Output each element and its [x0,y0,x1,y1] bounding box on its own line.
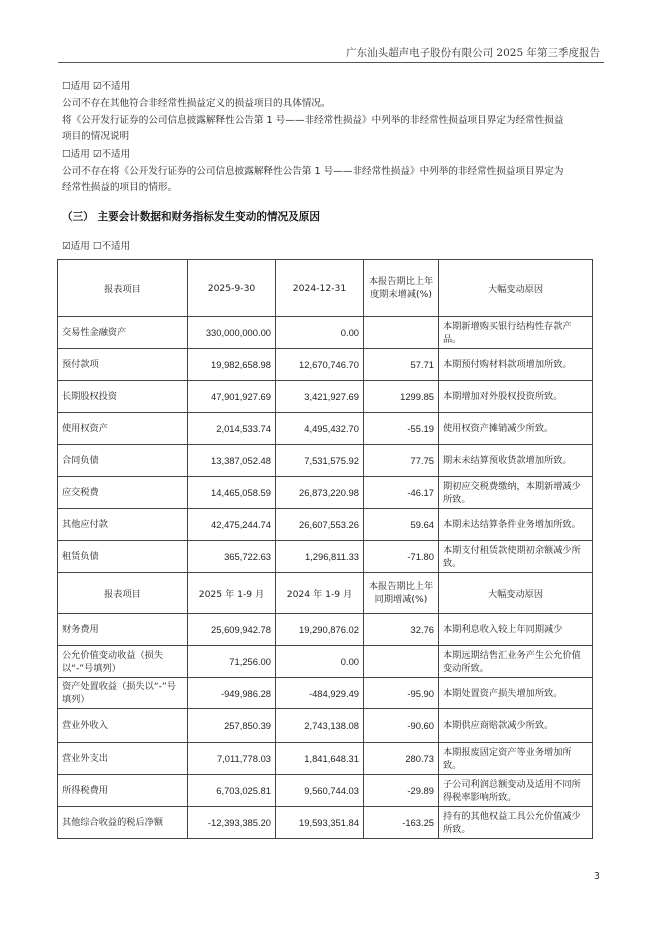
column-header: 2025 年 1-9 月 [188,573,276,614]
change-reason: 本期利息收入较上年同期减少 [439,614,593,646]
value-cell: 2,743,138.08 [276,709,364,743]
value-cell: -163.25 [364,807,439,839]
value-cell: 2,014,533.74 [188,413,276,445]
change-reason: 本期预付购材料款项增加所致。 [439,349,593,381]
column-header: 本报告期比上年度期末增减(%) [364,260,439,317]
applicability-checkbox-1: ☐适用 ☑不适用 [62,81,131,92]
value-cell: 9,560,744.03 [276,775,364,807]
table-row [58,709,593,743]
change-reason: 本期支付租赁款使期初余额减少所致。 [439,541,593,573]
value-cell: 6,703,025.81 [188,775,276,807]
paragraph-line: 公司不存在将《公开发行证券的公司信息披露解释性公告第 1 号——非经常性损益》中列举的非经常性损益项目界定为 [62,166,564,177]
value-cell: -55.19 [364,413,439,445]
paragraph-reclassify-none [62,164,602,196]
column-header: 大幅变动原因 [439,573,593,614]
value-cell: -95.90 [364,678,439,709]
change-reason: 本期报废固定资产等业务增加所致。 [439,743,593,775]
row-label: 公允价值变动收益（损失以“-”号填列） [58,646,188,678]
row-label: 租赁负债 [58,541,188,573]
value-cell: 32.76 [364,614,439,646]
row-label: 所得税费用 [58,775,188,807]
value-cell: 7,531,575.92 [276,445,364,477]
table-row [58,807,593,839]
value-cell: 59.64 [364,509,439,541]
paragraph-line: 将《公开发行证券的公司信息披露解释性公告第 1 号——非经常性损益》中列举的非经常性损益项目界定为经常性损益 [62,115,564,126]
change-reason: 本期增加对外股权投资所致。 [439,381,593,413]
row-label: 使用权资产 [58,413,188,445]
change-reason: 本期处置资产损失增加所致。 [439,678,593,709]
value-cell: 1299.85 [364,381,439,413]
row-label: 财务费用 [58,614,188,646]
row-label: 合同负债 [58,445,188,477]
value-cell: 12,670,746.70 [276,349,364,381]
section-heading: （三） 主要会计数据和财务指标发生变动的情况及原因 [62,211,320,223]
table-row [58,775,593,807]
table-row [58,317,593,349]
change-reason: 期末未结算预收货款增加所致。 [439,445,593,477]
change-reason: 使用权资产摊销减少所致。 [439,413,593,445]
value-cell: 4,495,432.70 [276,413,364,445]
value-cell: 330,000,000.00 [188,317,276,349]
column-header: 本报告期比上年同期增减(%) [364,573,439,614]
value-cell: 14,465,058.59 [188,477,276,509]
value-cell: -71.80 [364,541,439,573]
column-header: 报表项目 [58,573,188,614]
value-cell: 19,290,876.02 [276,614,364,646]
applicability-checkbox-2: ☐适用 ☑不适用 [62,149,131,160]
table-row [58,349,593,381]
table-row [58,413,593,445]
change-reason: 本期远期结售汇业务产生公允价值变动所致。 [439,646,593,678]
table-row [58,541,593,573]
value-cell: 77.75 [364,445,439,477]
value-cell: -90.60 [364,709,439,743]
paragraph-line: 项目的情况说明 [62,131,130,142]
row-label: 营业外收入 [58,709,188,743]
header-divider [58,62,604,63]
table-row [58,477,593,509]
value-cell: -29.89 [364,775,439,807]
row-label: 营业外支出 [58,743,188,775]
column-header: 大幅变动原因 [439,260,593,317]
value-cell: 3,421,927.69 [276,381,364,413]
value-cell: -484,929.49 [276,678,364,709]
value-cell: -46.17 [364,477,439,509]
change-reason: 本期未达结算条件业务增加所致。 [439,509,593,541]
report-title: 广东汕头超声电子股份有限公司 2025 年第三季度报告 [346,47,600,59]
table-row [58,445,593,477]
value-cell: 26,607,553.26 [276,509,364,541]
value-cell: -949,986.28 [188,678,276,709]
change-reason: 子公司利润总额变动及适用不同所得税率影响所致。 [439,775,593,807]
value-cell: 19,593,351.84 [276,807,364,839]
row-label: 其他综合收益的税后净额 [58,807,188,839]
change-reason: 期初应交税费缴纳，本期新增减少所致。 [439,477,593,509]
value-cell: 19,982,658.98 [188,349,276,381]
table-header-row [58,573,593,614]
change-reason: 本期新增购买银行结构性存款产品。 [439,317,593,349]
value-cell: 25,609,942.78 [188,614,276,646]
row-label: 资产处置收益（损失以“-”号填列） [58,678,188,709]
table-row [58,678,593,709]
paragraph-line: 经常性损益的项目的情形。 [62,182,178,193]
value-cell [364,646,439,678]
row-label: 应交税费 [58,477,188,509]
financial-changes-table [57,259,593,839]
row-label: 预付款项 [58,349,188,381]
value-cell [364,317,439,349]
page-number: 3 [593,871,600,882]
value-cell: 57.71 [364,349,439,381]
paragraph-reclassify-title [62,113,602,145]
value-cell: 13,387,052.48 [188,445,276,477]
table-row [58,509,593,541]
column-header: 2024-12-31 [276,260,364,317]
table-row [58,614,593,646]
value-cell: 0.00 [276,646,364,678]
value-cell: 1,841,648.31 [276,743,364,775]
table-header-row [58,260,593,317]
value-cell: -12,393,385.20 [188,807,276,839]
column-header: 报表项目 [58,260,188,317]
change-reason: 本期供应商赔款减少所致。 [439,709,593,743]
row-label: 其他应付款 [58,509,188,541]
column-header: 2025-9-30 [188,260,276,317]
row-label: 交易性金融资产 [58,317,188,349]
paragraph-other-nonrecurring: 公司不存在其他符合非经常性损益定义的损益项目的具体情况。 [62,98,331,109]
row-label: 长期股权投资 [58,381,188,413]
applicability-checkbox-3: ☑适用 ☐不适用 [62,241,131,252]
value-cell: 7,011,778.03 [188,743,276,775]
value-cell: 365,722.63 [188,541,276,573]
value-cell: 0.00 [276,317,364,349]
change-reason: 持有的其他权益工具公允价值减少所致。 [439,807,593,839]
value-cell: 280.73 [364,743,439,775]
value-cell: 47,901,927.69 [188,381,276,413]
column-header: 2024 年 1-9 月 [276,573,364,614]
value-cell: 42,475,244.74 [188,509,276,541]
value-cell: 71,256.00 [188,646,276,678]
value-cell: 257,850.39 [188,709,276,743]
table-row [58,381,593,413]
value-cell: 26,873,220.98 [276,477,364,509]
table-row [58,646,593,678]
value-cell: 1,296,811.33 [276,541,364,573]
table-row [58,743,593,775]
